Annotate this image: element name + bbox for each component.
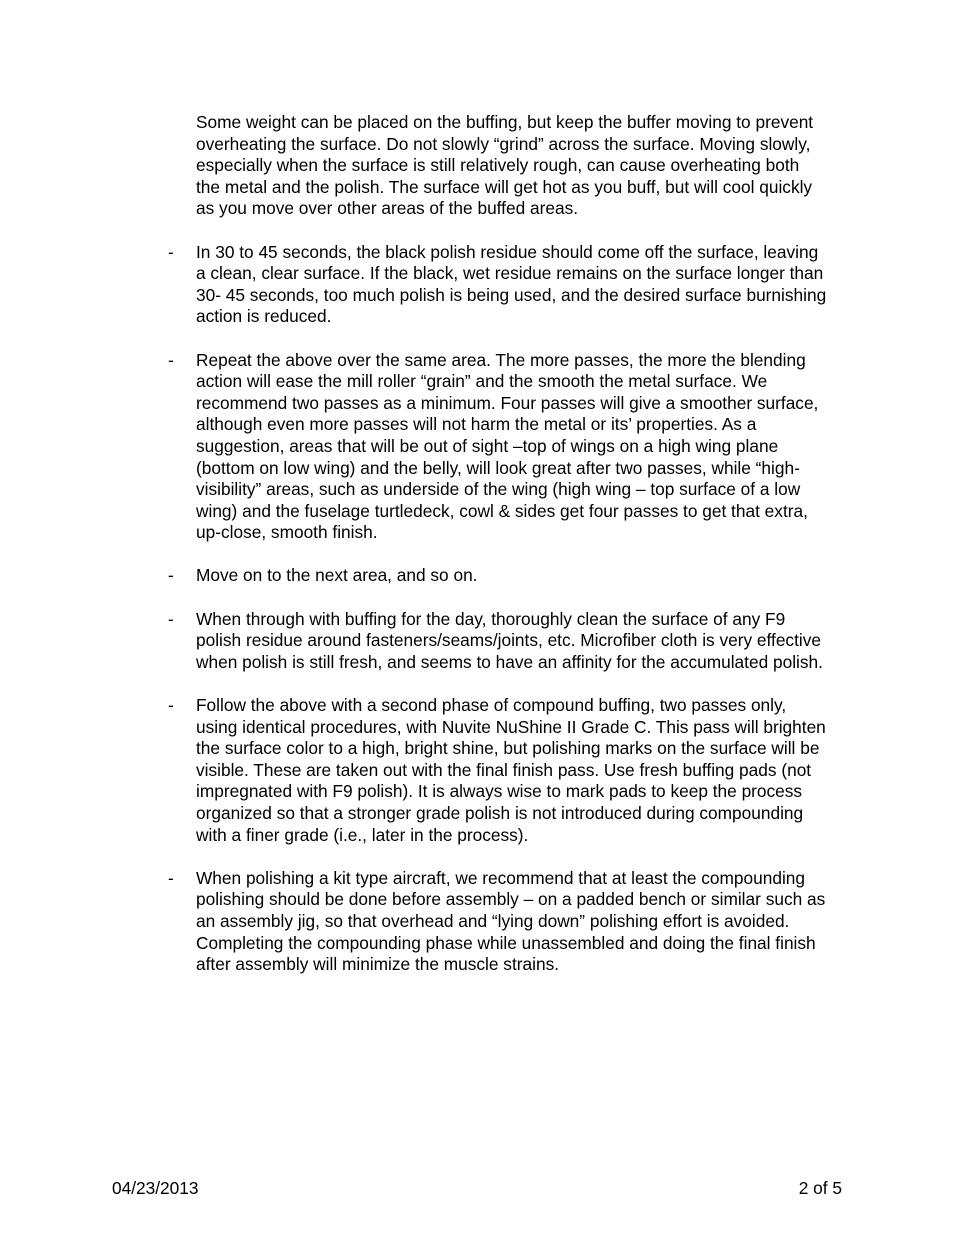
list-item-text: Repeat the above over the same area. The more passes, the more the blending action will ease the mill roller “grain” and the smooth the metal surface. We recommend two passes as a minimum. Four passes will give a smoother surface, although even more passes will not harm the metal or its’ properties. As a suggestion, areas that will be out of sight –top of wings on a high wing plane (bottom on low wing) and the belly, will look great after two passes, while “high-visibility” areas, such as underside of the wing (high wing – top surface of a low wing) and the fuselage turtledeck, cowl & sides get four passes to get that extra, up-close, smooth finish.	[196, 349, 819, 543]
list-item	[168, 242, 828, 328]
list-bullet: -	[168, 241, 174, 262]
list-bullet: -	[168, 867, 174, 888]
footer-date: 04/23/2013	[112, 1178, 199, 1198]
list-item	[168, 565, 828, 587]
list-item	[168, 868, 828, 976]
list-item	[168, 695, 828, 846]
paragraph-text: Some weight can be placed on the buffing, but keep the buffer moving to prevent overheating the surface. Do not slowly “grind” across the surface. Moving slowly, especially when the surface is still relatively rough, can cause overheating both the metal and the polish. The surface will get hot as you buff, but will cool quickly as you move over other areas of the buffed areas.	[196, 112, 814, 219]
paragraph	[168, 112, 828, 220]
footer-page-number: 2 of 5	[798, 1178, 842, 1198]
list-item	[168, 350, 828, 544]
list-bullet: -	[168, 695, 174, 716]
document-body	[168, 112, 828, 997]
list-item-text: When polishing a kit type aircraft, we recommend that at least the compounding polishing should be done before assembly – on a padded bench or similar such as an assembly jig, so that overhead and “lying down” polishing effort is avoided. Completing the compounding phase while unassembled and doing the final finish after assembly will minimize the muscle strains.	[196, 867, 826, 975]
list-item-text: When through with buffing for the day, thoroughly clean the surface of any F9 polish residue around fasteners/seams/joints, etc. Microfiber cloth is very effective when polish is still fresh, and seems to have an affinity for the accumulated polish.	[196, 608, 823, 672]
list-bullet: -	[168, 608, 174, 629]
list-item-text: Move on to the next area, and so on.	[196, 565, 478, 586]
list-item-text: In 30 to 45 seconds, the black polish residue should come off the surface, leaving a clean, clear surface. If the black, wet residue remains on the surface longer than 30- 45 seconds, too much polish is being used, and the desired surface burnishing action is reduced.	[196, 241, 827, 327]
list-bullet: -	[168, 565, 174, 586]
list-item-text: Follow the above with a second phase of compound buffing, two passes only, using identical procedures, with Nuvite NuShine II Grade C. This pass will brighten the surface color to a high, bright shine, but polishing marks on the surface will be visible. These are taken out with the final finish pass. Use fresh buffing pads (not impregnated with F9 polish). It is always wise to mark pads to keep the process organized so that a stronger grade polish is not introduced during compounding with a finer grade (i.e., later in the process).	[196, 695, 826, 845]
list-bullet: -	[168, 349, 174, 370]
list-item	[168, 609, 828, 674]
